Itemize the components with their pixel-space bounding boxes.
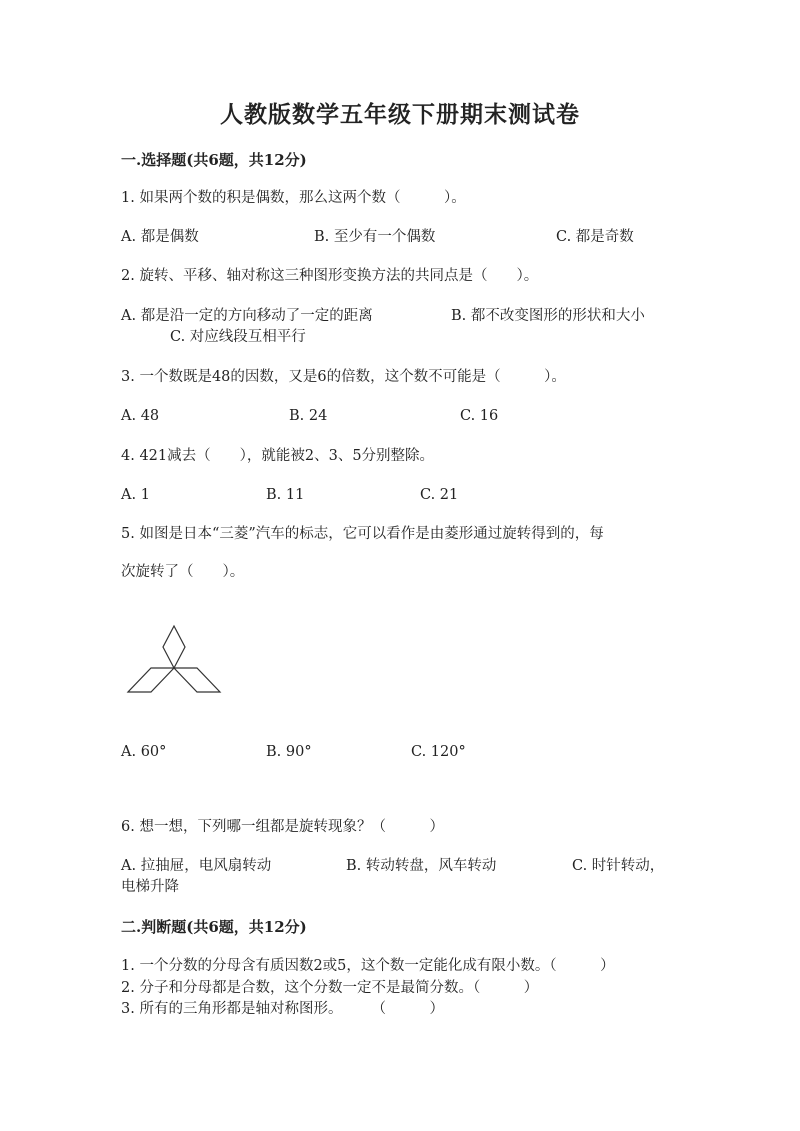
judgment-item-1: 1. 一个分数的分母含有质因数2或5，这个数一定能化成有限小数。（ ） <box>121 958 615 974</box>
judgment-item-3: 3. 所有的三角形都是轴对称图形。 （ ） <box>121 1001 444 1017</box>
question-2: 2. 旋转、平移、轴对称这三种图形变换方法的共同点是（ ）。 <box>121 268 539 284</box>
section-heading-judgment: 二.判断题(共6题，共12分) <box>121 918 307 936</box>
q4-option-a: A. 1 <box>121 487 150 503</box>
question-4: 4. 421减去（ ），就能被2、3、5分别整除。 <box>121 448 435 464</box>
question-5-line-1: 5. 如图是日本“三菱”汽车的标志，它可以看作是由菱形通过旋转得到的，每 <box>121 526 604 542</box>
q2-option-b: B. 都不改变图形的形状和大小 <box>451 308 645 324</box>
q1-option-b: B. 至少有一个偶数 <box>314 229 436 245</box>
q2-option-c: C. 对应线段互相平行 <box>170 329 306 345</box>
q1-option-a: A. 都是偶数 <box>121 229 199 245</box>
question-3: 3. 一个数既是48的因数，又是6的倍数，这个数不可能是（ ）。 <box>121 369 566 385</box>
q2-option-a: A. 都是沿一定的方向移动了一定的距离 <box>121 308 373 324</box>
question-1: 1. 如果两个数的积是偶数，那么这两个数（ ）。 <box>121 190 466 206</box>
section-heading-choice: 一.选择题(共6题，共12分) <box>121 151 307 169</box>
q5-option-c: C. 120° <box>411 744 466 760</box>
rhombus-top <box>163 626 185 668</box>
question-5-line-2: 次旋转了（ ）。 <box>121 564 245 580</box>
q1-option-c: C. 都是奇数 <box>556 229 634 245</box>
q5-option-b: B. 90° <box>266 744 312 760</box>
q3-option-c: C. 16 <box>460 408 499 424</box>
q6-option-b: B. 转动转盘，风车转动 <box>346 858 497 874</box>
q5-option-a: A. 60° <box>121 744 167 760</box>
q3-option-b: B. 24 <box>289 408 328 424</box>
q6-option-c: C. 时针转动， <box>572 858 665 874</box>
q4-option-c: C. 21 <box>420 487 459 503</box>
page-title: 人教版数学五年级下册期末测试卷 <box>220 101 580 128</box>
rhombus-left <box>128 668 174 692</box>
mitsubishi-logo-figure <box>126 624 222 696</box>
question-6: 6. 想一想，下列哪一组都是旋转现象？（ ） <box>121 819 444 835</box>
judgment-item-2: 2. 分子和分母都是合数，这个分数一定不是最简分数。（ ） <box>121 980 539 996</box>
rhombus-right <box>174 668 220 692</box>
q3-option-a: A. 48 <box>121 408 160 424</box>
q6-option-a: A. 拉抽屉，电风扇转动 <box>121 858 272 874</box>
q4-option-b: B. 11 <box>266 487 305 503</box>
q6-option-c-continued: 电梯升降 <box>121 879 179 895</box>
